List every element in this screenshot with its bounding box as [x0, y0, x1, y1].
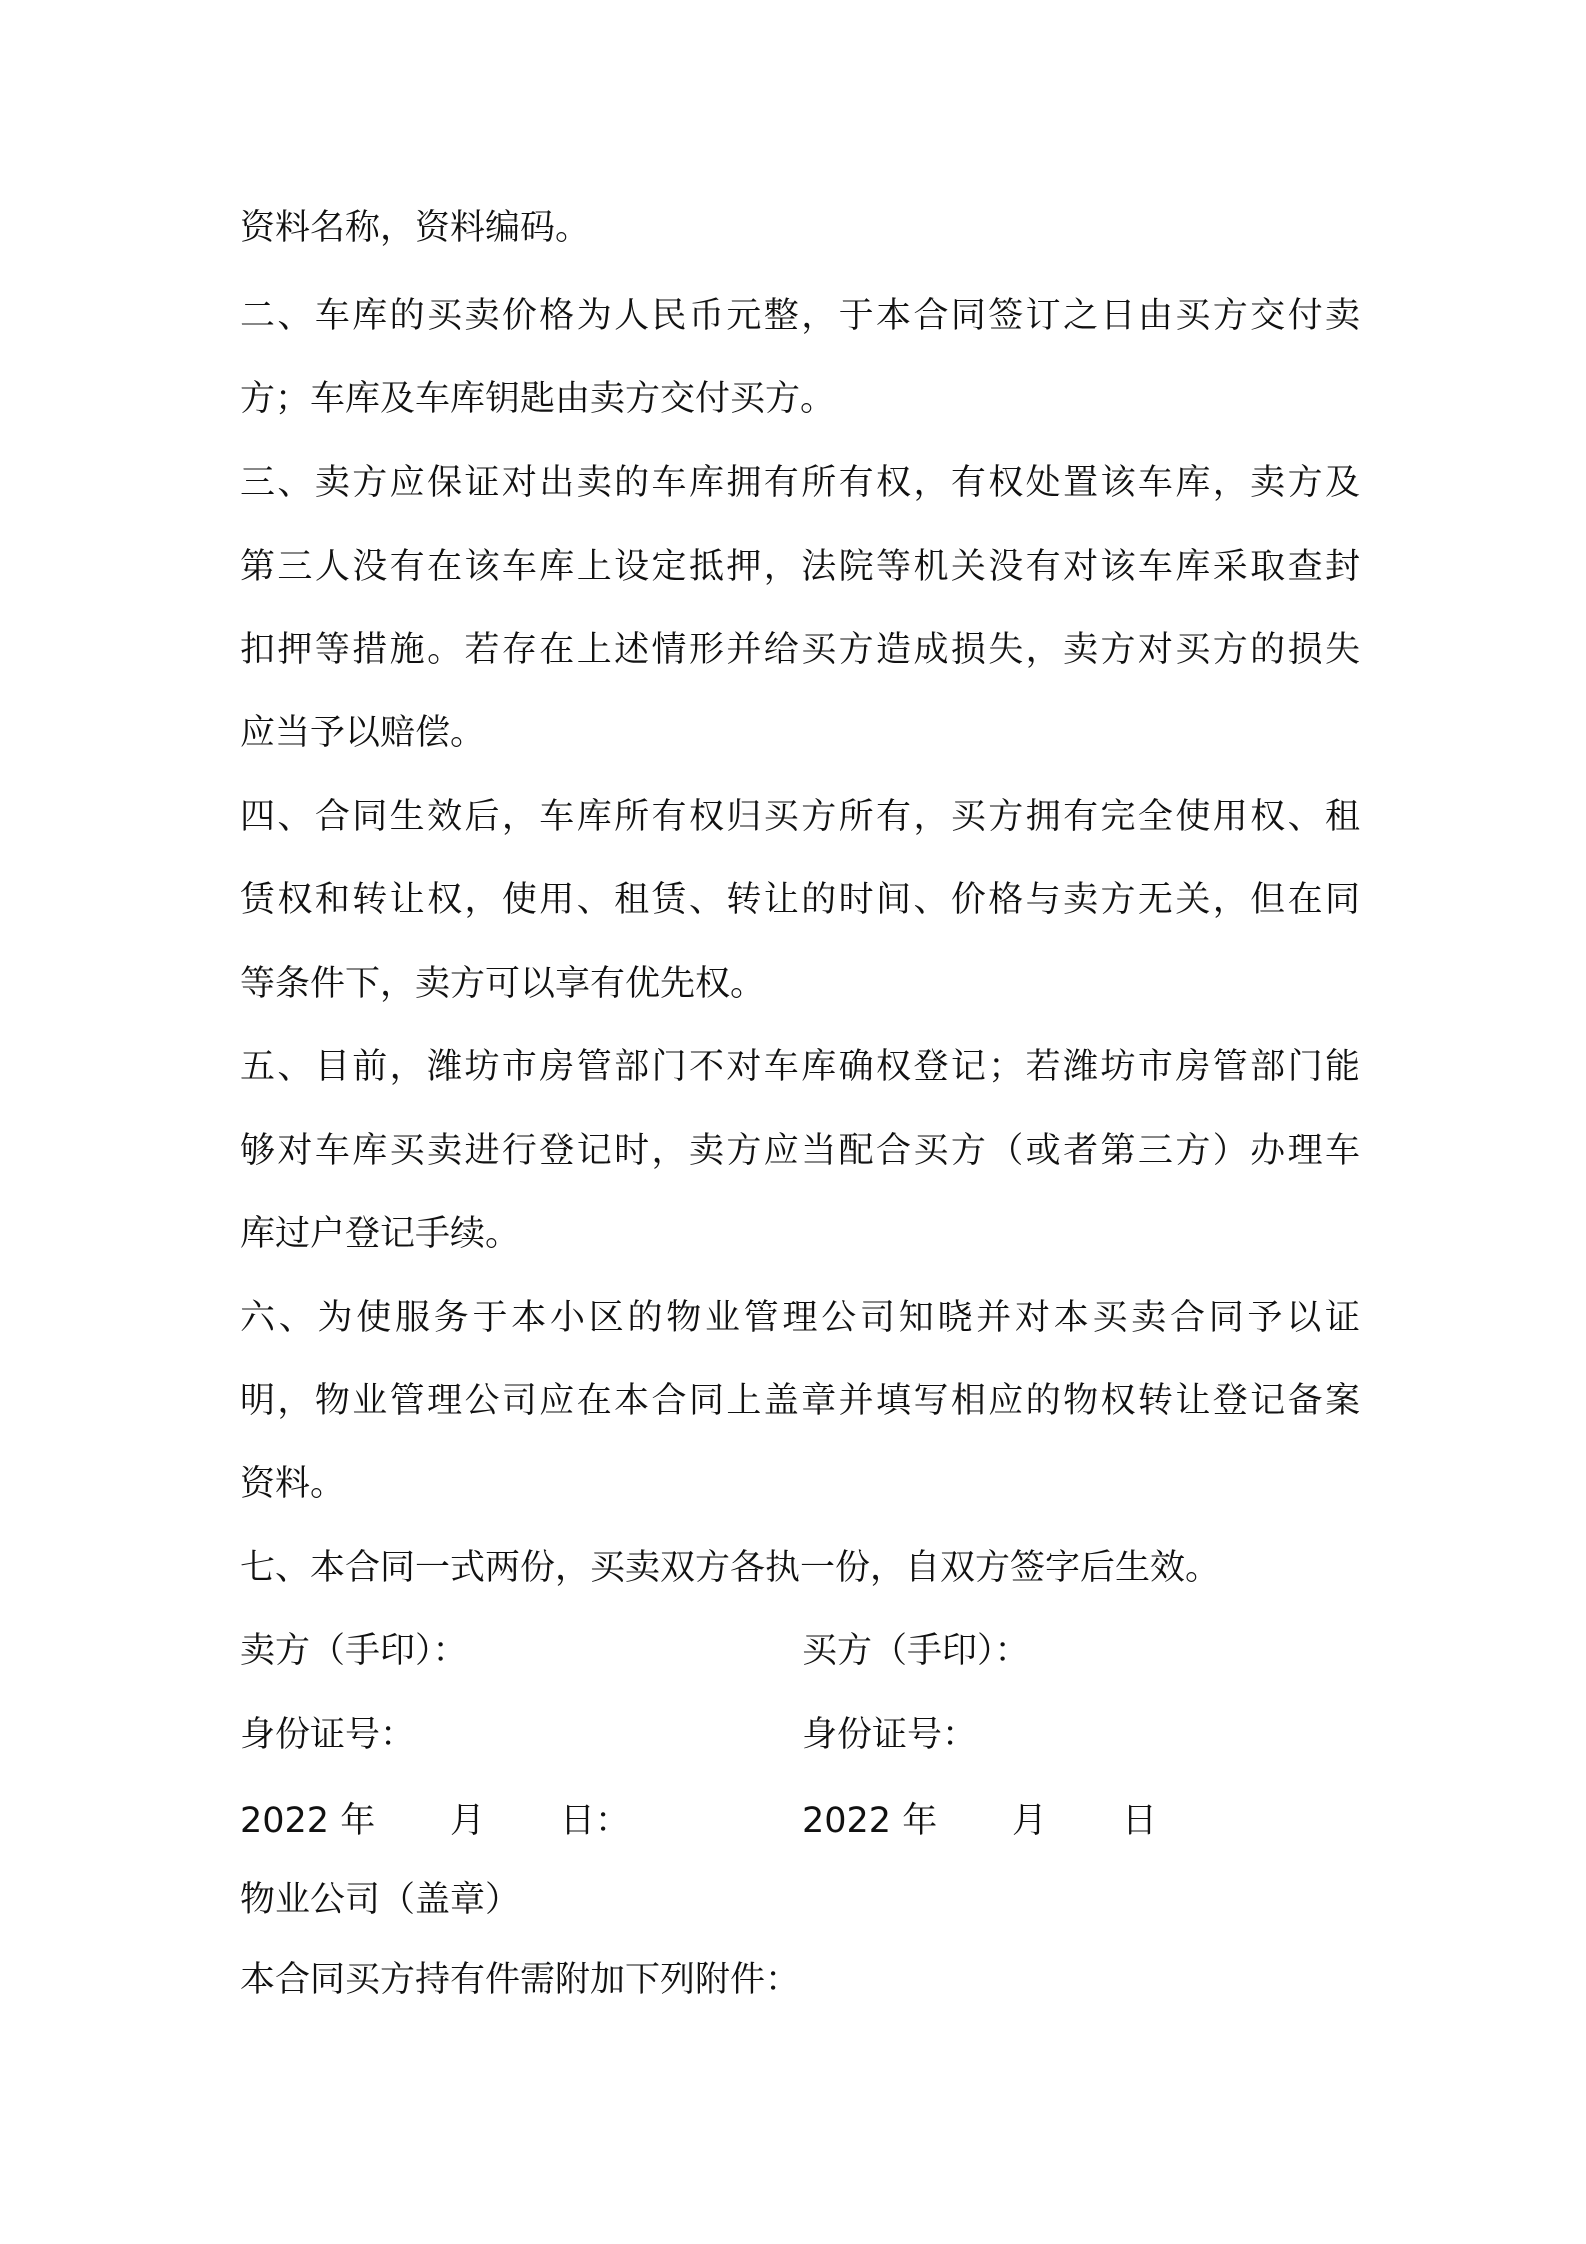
clause-4-line-1: 四、合同生效后，车库所有权归买方所有，买方拥有完全使用权、租 — [240, 797, 1360, 837]
seller-id-label: 身份证号： — [240, 1715, 416, 1755]
clause-5-line-2: 够对车库买卖进行登记时，卖方应当配合买方（或者第三方）办理车 — [240, 1131, 1360, 1171]
company-seal-label: 物业公司（盖章） — [240, 1880, 521, 1920]
seller-date-month: 月 — [450, 1801, 486, 1841]
clause-5-line-3: 库过户登记手续。 — [240, 1214, 521, 1254]
buyer-date — [802, 1793, 1302, 1849]
body-line-1: 资料名称，资料编码。 — [240, 208, 591, 248]
attachments-label: 本合同买方持有件需附加下列附件： — [240, 1960, 801, 2000]
buyer-date-day: 日 — [1122, 1801, 1158, 1841]
clause-2-line-2: 方；车库及车库钥匙由卖方交付买方。 — [240, 379, 836, 419]
seller-date — [240, 1793, 740, 1849]
clause-3-line-2: 第三人没有在该车库上设定抵押，法院等机关没有对该车库采取查封 — [240, 547, 1360, 587]
clause-7-line-1: 七、本合同一式两份，买卖双方各执一份，自双方签字后生效。 — [240, 1548, 1221, 1588]
clause-6-line-2: 明，物业管理公司应在本合同上盖章并填写相应的物权转让登记备案 — [240, 1381, 1360, 1421]
clause-6-line-1: 六、为使服务于本小区的物业管理公司知晓并对本买卖合同予以证 — [240, 1298, 1360, 1338]
seller-date-day: 日： — [560, 1801, 631, 1841]
seller-date-year: 2022 年 — [240, 1801, 376, 1841]
buyer-date-year: 2022 年 — [802, 1801, 938, 1841]
seller-label: 卖方（手印）： — [240, 1631, 468, 1671]
clause-2-line-1: 二、车库的买卖价格为人民币元整，于本合同签订之日由买方交付卖 — [240, 296, 1360, 336]
buyer-id-label: 身份证号： — [802, 1715, 978, 1755]
clause-3-line-3: 扣押等措施。若存在上述情形并给买方造成损失，卖方对买方的损失 — [240, 630, 1360, 670]
clause-5-line-1: 五、目前，潍坊市房管部门不对车库确权登记；若潍坊市房管部门能 — [240, 1047, 1360, 1087]
clause-4-line-3: 等条件下，卖方可以享有优先权。 — [240, 964, 766, 1004]
clause-3-line-1: 三、卖方应保证对出卖的车库拥有所有权，有权处置该车库，卖方及 — [240, 463, 1360, 503]
clause-3-line-4: 应当予以赔偿。 — [240, 713, 486, 753]
buyer-label: 买方（手印）： — [802, 1631, 1030, 1671]
clause-6-line-3: 资料。 — [240, 1464, 346, 1504]
clause-4-line-2: 赁权和转让权，使用、租赁、转让的时间、价格与卖方无关，但在同 — [240, 880, 1360, 920]
buyer-date-month: 月 — [1012, 1801, 1048, 1841]
